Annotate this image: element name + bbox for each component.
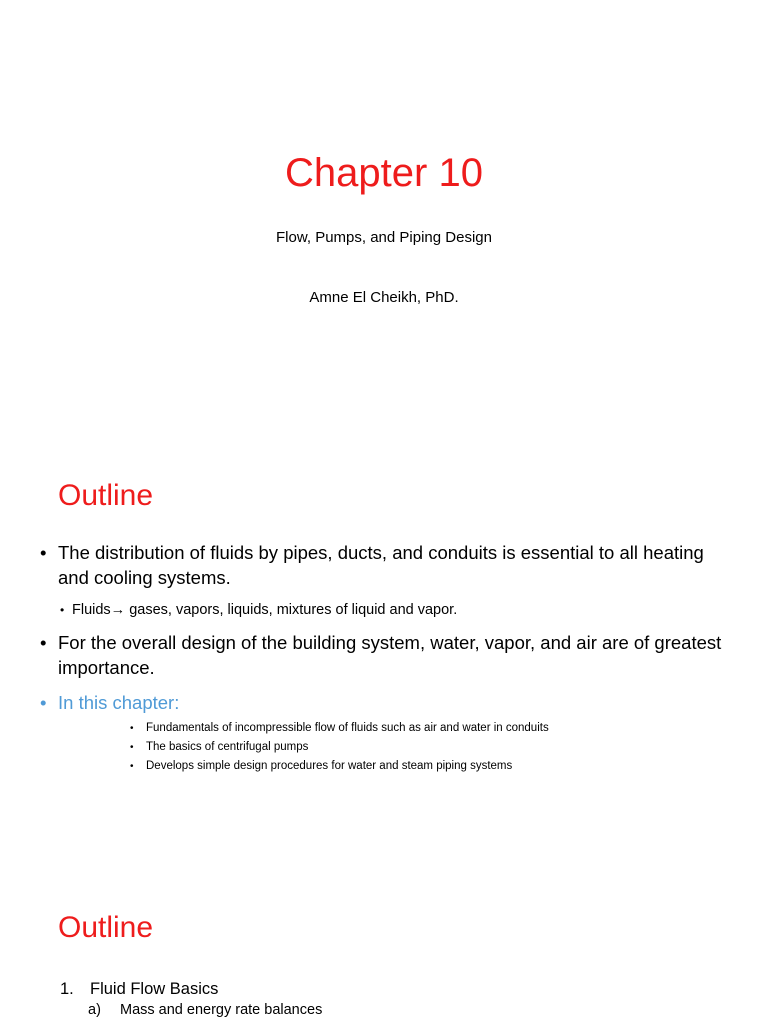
outline-heading: Outline (58, 911, 154, 944)
bullet-item (40, 630, 728, 680)
title-slide (0, 0, 768, 432)
chapter-author: Amne El Cheikh, PhD. (309, 289, 459, 306)
chapter-subtitle: Flow, Pumps, and Piping Design (276, 229, 492, 246)
numbered-list (60, 978, 322, 1020)
outline-slide-2 (0, 864, 768, 1024)
outline-bullet-list (40, 540, 728, 786)
list-item (88, 1000, 322, 1020)
sub-list (60, 1000, 322, 1020)
list-marker: a) (88, 1002, 101, 1018)
chapter-title: Chapter 10 (285, 151, 483, 195)
sub-bullet-text: Fluids→ gases, vapors, liquids, mixtures of liquid and vapor. (72, 602, 458, 618)
list-item: • Fundamentals of incompressible flow of fluids such as air and water in conduits (58, 719, 728, 738)
list-marker: 1. (60, 980, 74, 998)
list-item-text: Mass and energy rate balances (120, 1002, 323, 1018)
outline-slide-1 (0, 432, 768, 864)
list-item-text: Fluid Flow Basics (90, 980, 219, 998)
sub-bullet-item (40, 600, 728, 620)
bullet-item-chapter (40, 690, 728, 776)
bullet-text: For the overall design of the building system, water, vapor, and air are of greatest importance. (58, 632, 722, 678)
bullet-text: In this chapter: (58, 692, 180, 713)
outline-heading: Outline (58, 479, 154, 512)
list-item: • Develops simple design procedures for water and steam piping systems (58, 757, 728, 776)
list-item: • The basics of centrifugal pumps (58, 738, 728, 757)
list-item (60, 978, 322, 1020)
chapter-topic-list (58, 719, 728, 776)
bullet-text: The distribution of fluids by pipes, ducts, and conduits is essential to all heating and cooling systems. (58, 542, 704, 588)
bullet-item (40, 540, 728, 590)
